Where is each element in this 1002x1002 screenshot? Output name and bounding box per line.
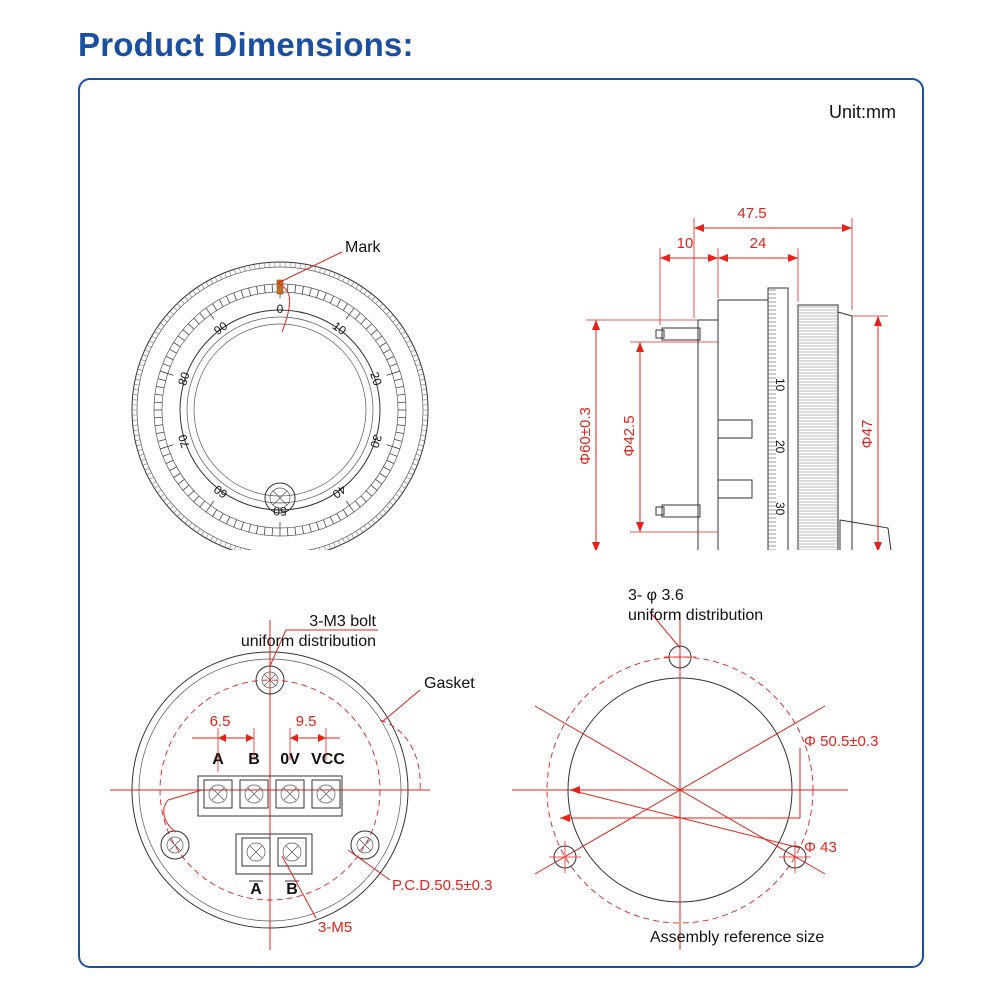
dial-number: 20 — [367, 370, 385, 388]
dial-number: 0 — [276, 302, 284, 316]
side-scale-20: 20 — [773, 440, 787, 454]
dim-pitch-65: 6.5 — [209, 713, 231, 730]
terminal-label-vcc: VCC — [311, 751, 345, 768]
page-title: Product Dimensions: — [78, 26, 414, 63]
dial-number: 60 — [211, 482, 231, 502]
callout-assembly-bore: Φ 43 — [804, 839, 837, 856]
dim-pitch-95: 9.5 — [295, 713, 317, 730]
dim-mid-diameter: Φ42.5 — [621, 415, 638, 457]
terminal-label-b: B — [248, 751, 260, 768]
callout-gasket: Gasket — [424, 675, 475, 692]
callout-bolt-line1: 3-M3 bolt — [309, 613, 376, 630]
dial-number: 50 — [273, 504, 287, 518]
callout-bolt-line2: uniform distribution — [240, 633, 376, 650]
callout-screw: 3-M5 — [318, 919, 353, 936]
callout-holes-line2: uniform distribution — [628, 607, 764, 624]
dial-number: 80 — [175, 370, 193, 388]
terminal-label-a: A — [212, 751, 224, 768]
side-scale-30: 30 — [773, 502, 787, 516]
front-dial-view — [90, 130, 490, 550]
dim-outer-diameter: Φ60±0.3 — [577, 407, 594, 465]
side-section-view — [480, 120, 900, 550]
side-scale-10: 10 — [773, 378, 787, 392]
terminal-label-b-inv: B — [286, 881, 298, 898]
assembly-reference-view — [500, 550, 920, 950]
dial-number: 90 — [211, 318, 231, 338]
assembly-caption: Assembly reference size — [650, 929, 825, 946]
dial-number: 10 — [329, 318, 349, 338]
dim-knob-diameter: Φ47 — [859, 419, 876, 449]
dim-body-length: 24 — [749, 235, 767, 252]
front-mark-label: Mark — [345, 239, 381, 256]
unit-note: Unit:mm — [829, 102, 896, 122]
dim-shaft-length: 10 — [676, 235, 694, 252]
callout-holes-line1: 3- φ 3.6 — [628, 587, 684, 604]
diagram-frame — [78, 78, 924, 968]
dial-number: 40 — [329, 482, 349, 502]
callout-pcd: P.C.D.50.5±0.3 — [392, 877, 493, 894]
dial-number: 30 — [367, 432, 385, 450]
dial-number: 70 — [175, 432, 193, 450]
callout-assembly-pcd: Φ 50.5±0.3 — [804, 733, 879, 750]
dim-overall-length: 47.5 — [737, 205, 767, 222]
back-terminal-view — [90, 550, 520, 950]
terminal-label-a-inv: A — [250, 881, 262, 898]
terminal-label-0v: 0V — [280, 751, 300, 768]
